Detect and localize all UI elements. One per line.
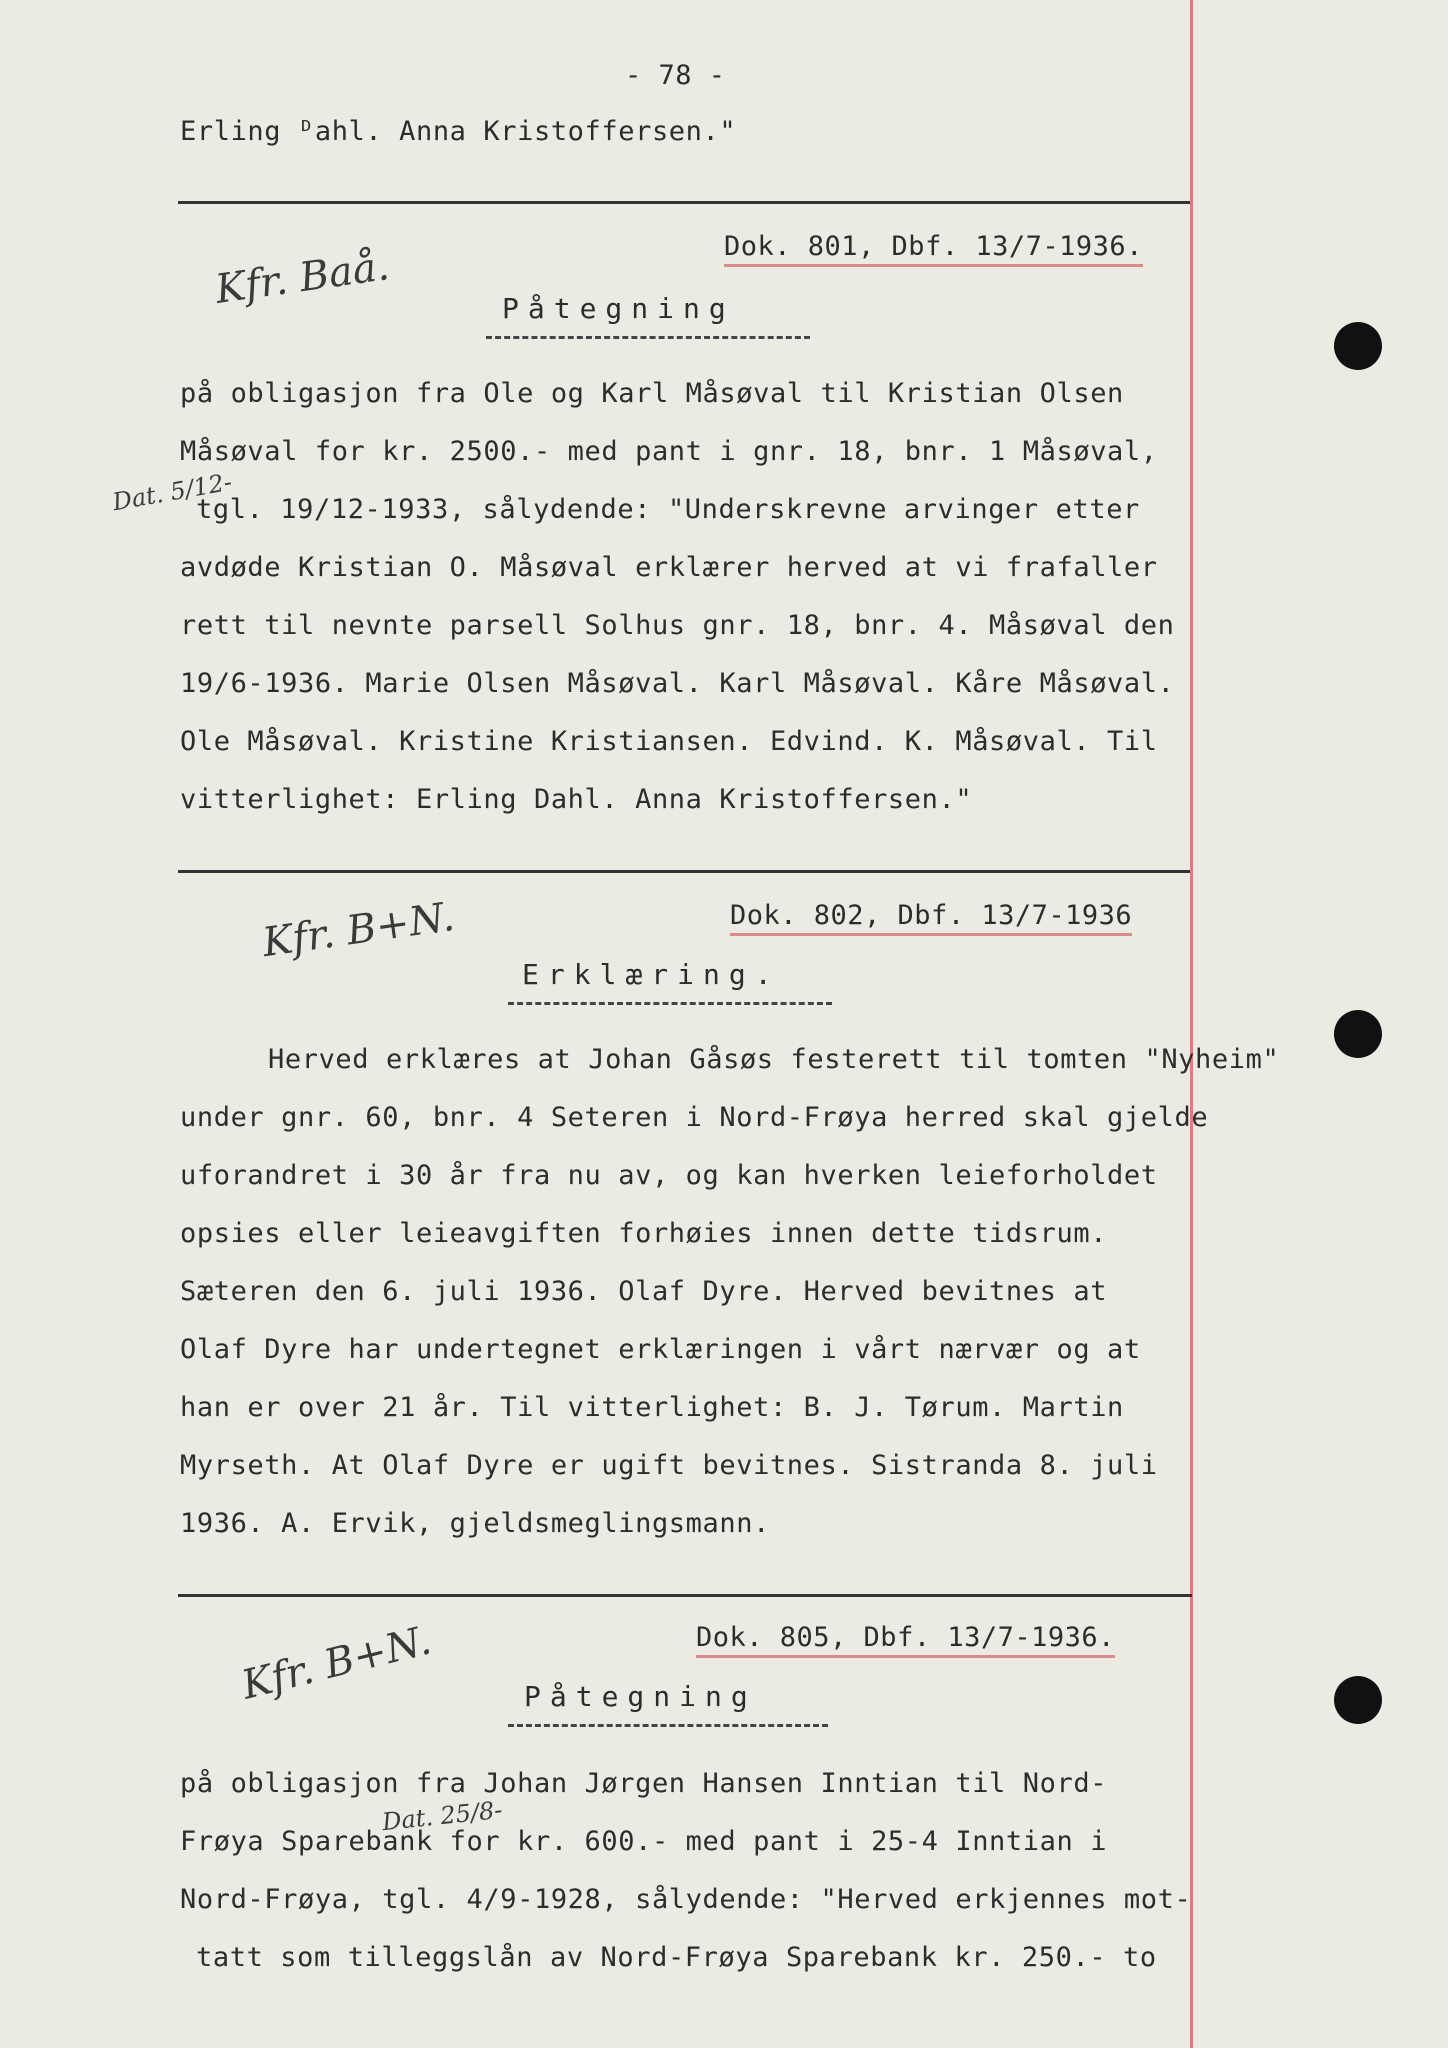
entry-text-line: under gnr. 60, bnr. 4 Seteren i Nord-Frøya herred skal gjelde [180, 1102, 1209, 1133]
entry-text-line: Nord-Frøya, tgl. 4/9-1928, sålydende: "Herved erkjennes mot- [180, 1884, 1192, 1915]
entry-text-line: tatt som tilleggslån av Nord-Frøya Sparebank kr. 250.- to [196, 1942, 1157, 1973]
continuation-line: Erling ᴰahl. Anna Kristoffersen." [180, 116, 737, 147]
entry-text-line: Sæteren den 6. juli 1936. Olaf Dyre. Herved bevitnes at [180, 1276, 1108, 1307]
document-reference: Dok. 802, Dbf. 13/7-1936 [730, 900, 1132, 936]
entry-text-line: han er over 21 år. Til vitterlighet: B. J. Tørum. Martin [180, 1392, 1124, 1423]
entry-text-line: 1936. A. Ervik, gjeldsmeglingsmann. [180, 1508, 770, 1539]
entry-text-line: vitterlighet: Erling Dahl. Anna Kristoffersen." [180, 784, 973, 815]
entry-text-line: opsies eller leieavgiften forhøies innen dette tidsrum. [180, 1218, 1108, 1249]
document-reference: Dok. 805, Dbf. 13/7-1936. [696, 1622, 1115, 1658]
entry-text-line: Herved erklæres at Johan Gåsøs festerett til tomten "Nyheim" [268, 1044, 1280, 1075]
date-note: Dat. 5/12- [110, 467, 234, 517]
heading-underline [508, 1724, 828, 1727]
punch-hole-3 [1334, 1676, 1382, 1724]
section-divider [178, 1594, 1192, 1597]
entry-text-line: Olaf Dyre har undertegnet erklæringen i vårt nærvær og at [180, 1334, 1141, 1365]
margin-annotation: Kfr. B+N. [259, 893, 458, 967]
section-divider [178, 201, 1190, 204]
entry-heading: Påtegning [524, 1680, 757, 1713]
entry-text-line: tgl. 19/12-1933, sålydende: "Underskrevne arvinger etter [196, 494, 1140, 525]
entry-heading: Erklæring. [522, 958, 781, 991]
entry-text-line: uforandret i 30 år fra nu av, og kan hverken leieforholdet [180, 1160, 1158, 1191]
entry-text-line: Måsøval for kr. 2500.- med pant i gnr. 18, bnr. 1 Måsøval, [180, 436, 1158, 467]
date-note: Dat. 25/8- [380, 1795, 504, 1837]
entry-text-line: på obligasjon fra Johan Jørgen Hansen Inntian til Nord- [180, 1768, 1108, 1799]
document-reference: Dok. 801, Dbf. 13/7-1936. [724, 231, 1143, 267]
entry-text-line: på obligasjon fra Ole og Karl Måsøval til Kristian Olsen [180, 378, 1124, 409]
entry-text-line: Ole Måsøval. Kristine Kristiansen. Edvind. K. Måsøval. Til [180, 726, 1158, 757]
page-number: - 78 - [625, 60, 726, 91]
entry-text-line: rett til nevnte parsell Solhus gnr. 18, bnr. 4. Måsøval den [180, 610, 1175, 641]
margin-rule [1190, 0, 1193, 2048]
punch-hole-2 [1334, 1010, 1382, 1058]
punch-hole-1 [1334, 322, 1382, 370]
entry-heading: Påtegning [502, 292, 735, 325]
entry-text-line: avdøde Kristian O. Måsøval erklærer herved at vi frafaller [180, 552, 1158, 583]
entry-text-line: Myrseth. At Olaf Dyre er ugift bevitnes. Sistranda 8. juli [180, 1450, 1158, 1481]
margin-annotation: Kfr. Baå. [212, 243, 393, 313]
margin-annotation: Kfr. B+N. [237, 1617, 436, 1709]
heading-underline [508, 1002, 832, 1005]
heading-underline [486, 336, 810, 339]
section-divider [178, 870, 1190, 873]
entry-text-line: 19/6-1936. Marie Olsen Måsøval. Karl Måsøval. Kåre Måsøval. [180, 668, 1175, 699]
entry-text-line: Frøya Sparebank for kr. 600.- med pant i 25-4 Inntian i [180, 1826, 1108, 1857]
